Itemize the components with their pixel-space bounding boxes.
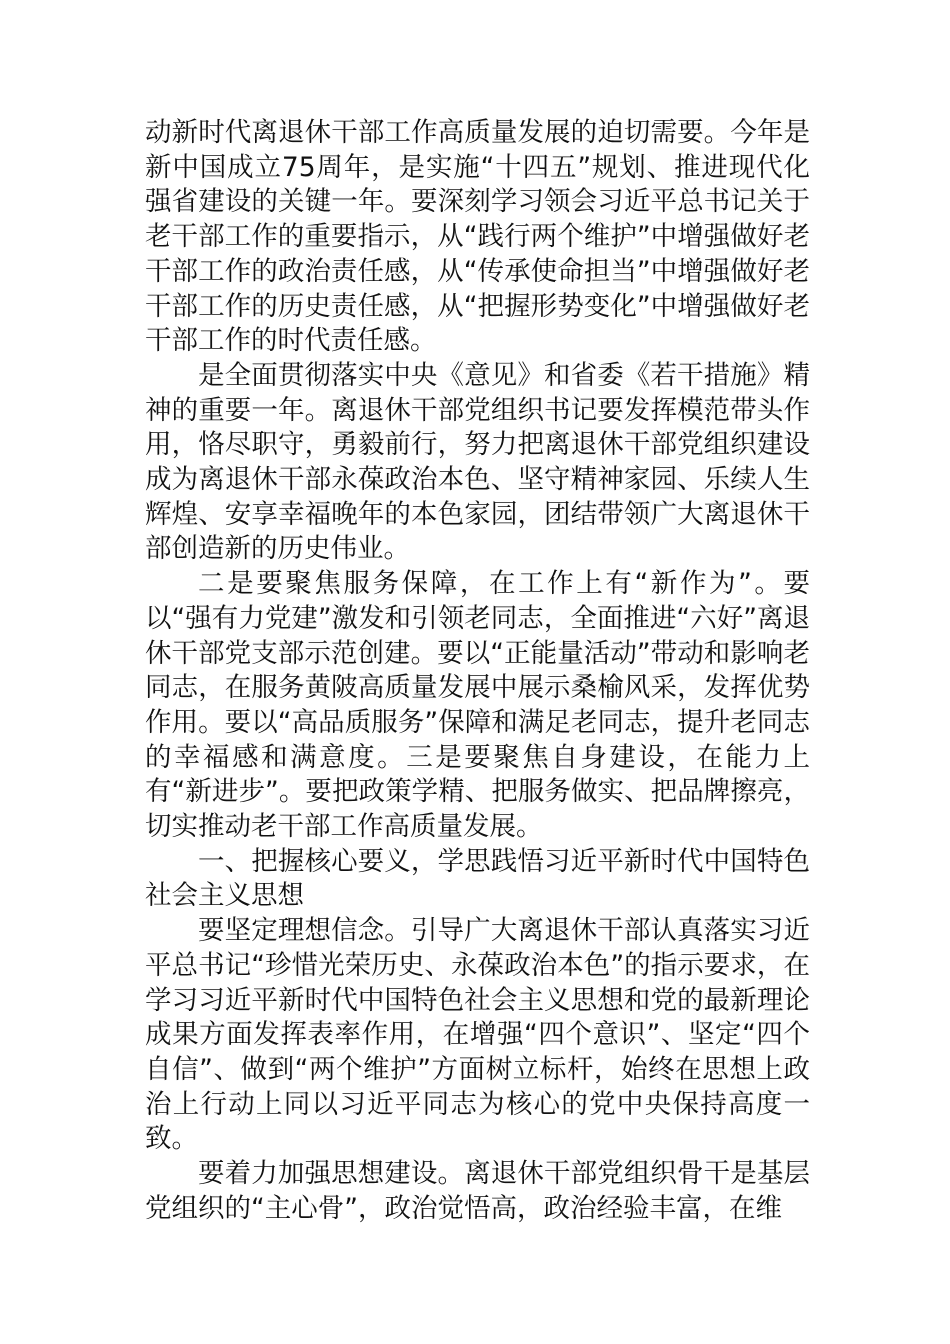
paragraph-1: 动新时代离退休干部工作高质量发展的迫切需要。今年是新中国成立75周年，是实施“十四五”规划、推进现代化强省建设的关键一年。要深刻学习领会习近平总书记关于老干部工作的重要指示，从“践行两个维护”中增强做好老干部工作的政治责任感，从“传承使命担当”中增强做好老干部工作的历史责任感，从“把握形势变化”中增强做好老干部工作的时代责任感。	[145, 117, 810, 357]
document-body	[145, 116, 810, 1227]
paragraph-2: 是全面贯彻落实中央《意见》和省委《若干措施》精神的重要一年。离退休干部党组织书记要发挥模范带头作用，恪尽职守，勇毅前行，努力把离退休干部党组织建设成为离退休干部永葆政治本色、坚守精神家园、乐续人生辉煌、安享幸福晚年的本色家园，团结带领广大离退休干部创造新的历史伟业。	[145, 359, 810, 565]
paragraph-5: 要着力加强思想建设。离退休干部党组织骨干是基层党组织的“主心骨”，政治觉悟高，政治经验丰富，在维	[145, 1158, 810, 1224]
paragraph-4: 要坚定理想信念。引导广大离退休干部认真落实习近平总书记“珍惜光荣历史、永葆政治本色”的指示要求，在学习习近平新时代中国特色社会主义思想和党的最新理论成果方面发挥表率作用，在增强“四个意识”、坚定“四个自信”、做到“两个维护”方面树立标杆，始终在思想上政治上行动上同以习近平同志为核心的党中央保持高度一致。	[145, 915, 810, 1155]
section-heading: 一、把握核心要义，学思践悟习近平新时代中国特色社会主义思想	[145, 845, 810, 912]
paragraph-3: 二是要聚焦服务保障，在工作上有“新作为”。要以“强有力党建”激发和引领老同志，全面推进“六好”离退休干部党支部示范创建。要以“正能量活动”带动和影响老同志，在服务黄陂高质量发展中展示桑榆风采，发挥优势作用。要以“高品质服务”保障和满足老同志，提升老同志的幸福感和满意度。三是要聚焦自身建设，在能力上有“新进步”。要把政策学精、把服务做实、把品牌擦亮，切实推动老干部工作高质量发展。	[145, 568, 810, 843]
